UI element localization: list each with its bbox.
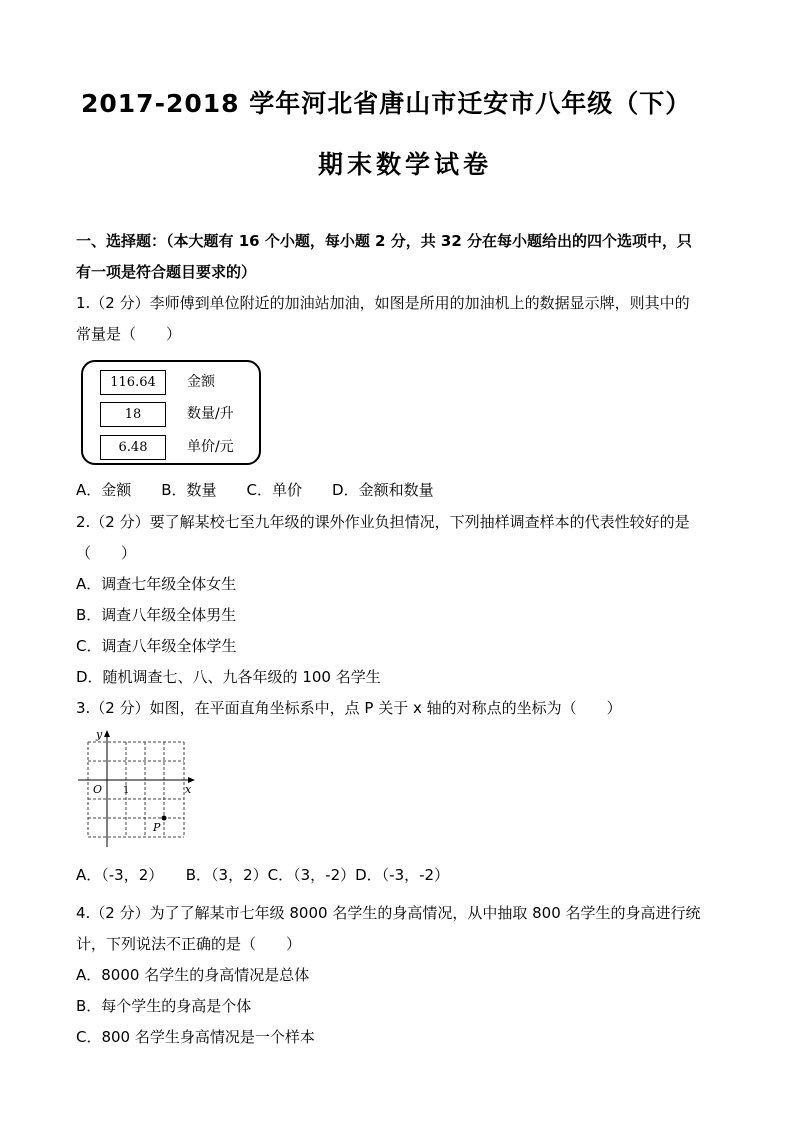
- tick-label-1: 1: [123, 785, 130, 796]
- pump-quantity-label: 数量/升: [187, 406, 234, 422]
- q1-options: A．金额 B．数量 C．单价 D．金额和数量: [76, 481, 434, 499]
- q4-stem-line-1: 4.（2 分）为了了解某市七年级 8000 名学生的身高情况，从中抽取 800 名学生的身高进行统: [76, 904, 701, 922]
- q1-stem-line-1: 1.（2 分）李师傅到单位附近的加油站加油，如图是所用的加油机上的数据显示牌，则其中的: [76, 294, 690, 312]
- q2-option-a: A．调查七年级全体女生: [76, 575, 237, 593]
- origin-label: O: [93, 783, 103, 796]
- section-header-line-1: 一、选择题：（本大题有 16 个小题，每小题 2 分，共 32 分在每小题给出的四个选项中，只: [76, 232, 693, 250]
- x-axis-label: x: [185, 783, 192, 796]
- y-axis-label: y: [96, 728, 103, 741]
- q4-stem-line-2: 计，下列说法不正确的是（ ）: [76, 935, 302, 953]
- grid-lines: [88, 742, 184, 837]
- coordinate-grid-figure: [76, 727, 201, 852]
- q1-stem-line-2: 常量是（ ）: [76, 325, 182, 343]
- point-p: [162, 816, 167, 821]
- pump-unit-price-label: 单价/元: [187, 439, 234, 455]
- q3-stem: 3.（2 分）如图，在平面直角坐标系中，点 P 关于 x 轴的对称点的坐标为（ ）: [76, 699, 622, 717]
- q4-option-a: A．8000 名学生的身高情况是总体: [76, 966, 310, 984]
- pump-amount-value: 116.64: [100, 370, 166, 395]
- q2-option-b: B．调查八年级全体男生: [76, 606, 237, 624]
- q3-options: A．（-3，2） B．（3，2）C．（3，-2）D．（-3，-2）: [76, 866, 450, 884]
- y-axis-arrow: [104, 730, 110, 737]
- pump-amount-label: 金额: [187, 374, 215, 390]
- fuel-pump-display: [81, 360, 261, 465]
- title-line-2: 期末数学试卷: [318, 150, 493, 179]
- q2-stem-line-1: 2.（2 分）要了解某校七至九年级的课外作业负担情况，下列抽样调查样本的代表性较好的是: [76, 513, 690, 531]
- pump-unit-price-value: 6.48: [100, 435, 166, 460]
- q2-option-d: D．随机调查七、八、九各年级的 100 名学生: [76, 668, 381, 686]
- q2-option-c: C．调查八年级全体学生: [76, 637, 237, 655]
- q2-stem-line-2: （ ）: [76, 544, 137, 562]
- section-header-line-2: 有一项是符合题目要求的）: [76, 263, 257, 281]
- point-p-label: P: [153, 821, 161, 834]
- q4-option-c: C．800 名学生身高情况是一个样本: [76, 1028, 315, 1046]
- q4-option-b: B．每个学生的身高是个体: [76, 997, 252, 1015]
- pump-quantity-value: 18: [100, 402, 166, 427]
- title-line-1: 2017-2018 学年河北省唐山市迁安市八年级（下）: [81, 89, 692, 118]
